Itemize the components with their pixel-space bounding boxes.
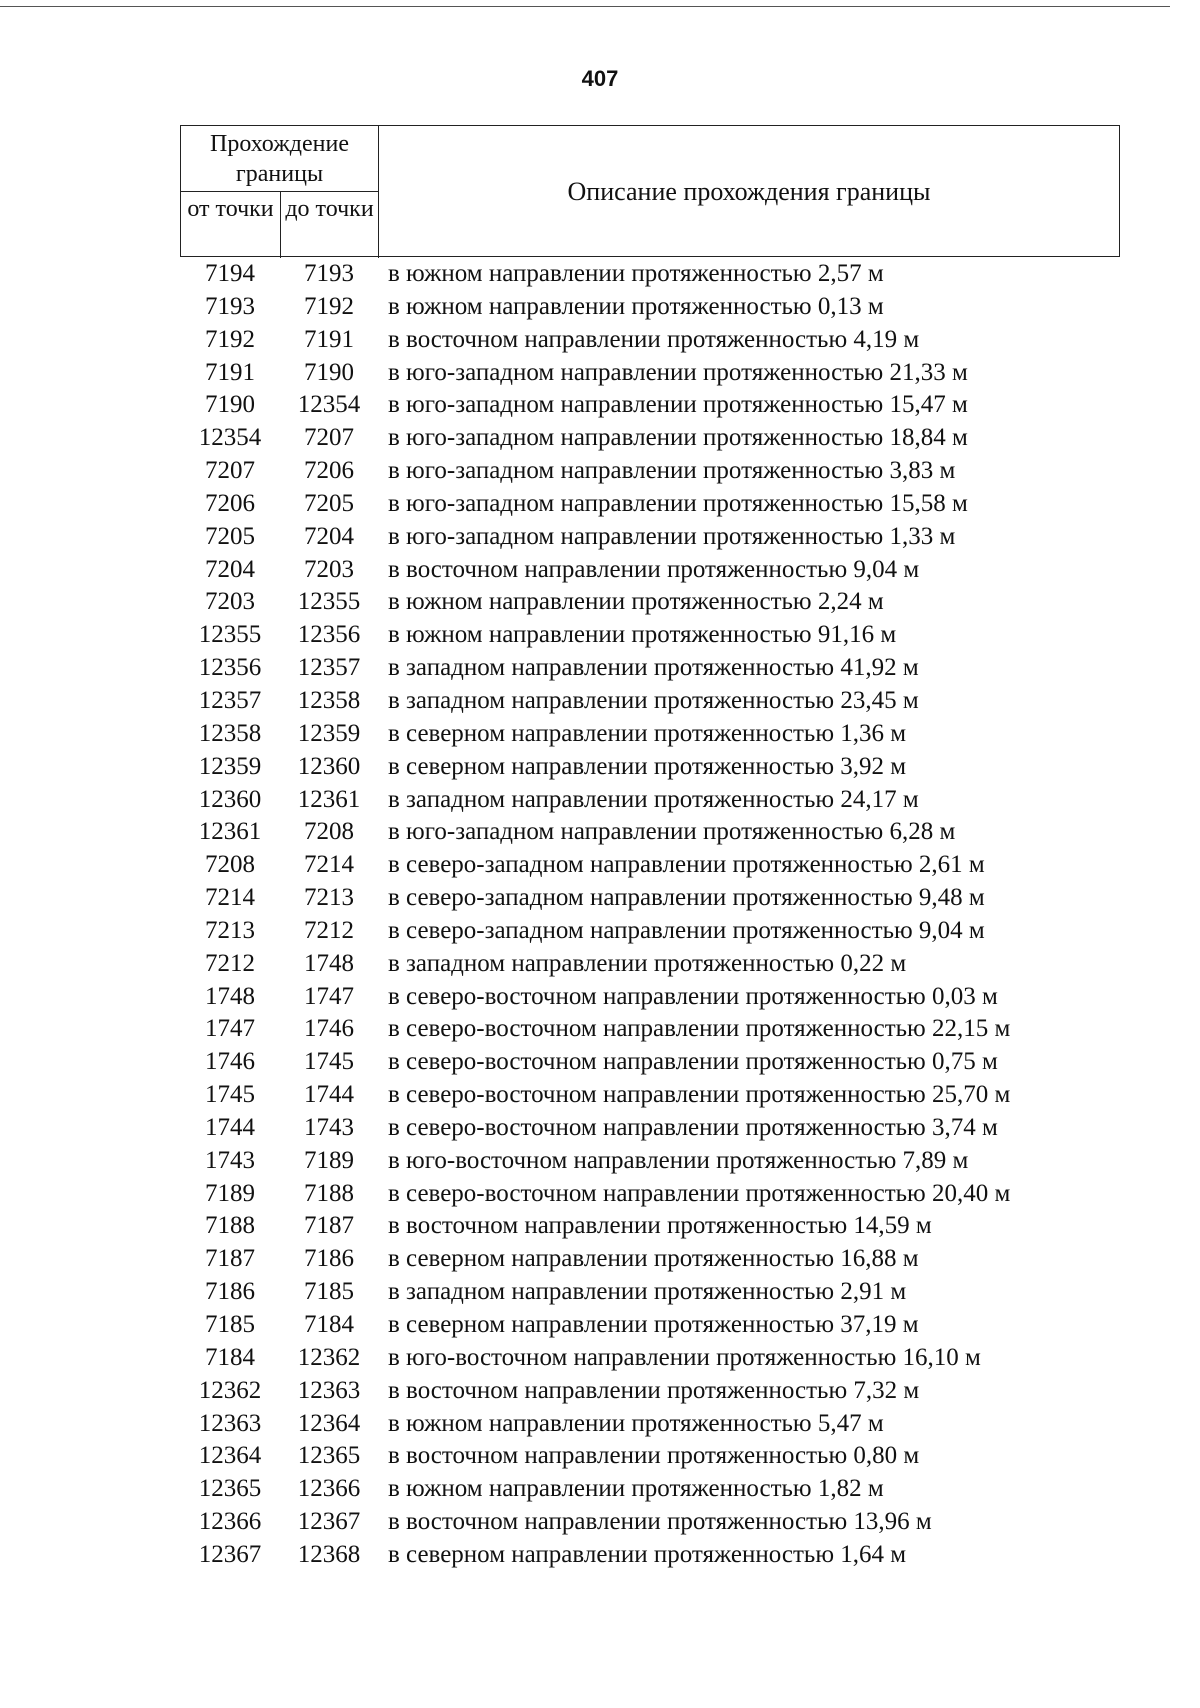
description-cell: в южном направлении протяженностью 91,16 м: [388, 621, 897, 649]
table-row: [180, 1112, 1120, 1145]
to-point-cell: 7189: [304, 1146, 354, 1174]
from-point-cell: 7187: [205, 1245, 255, 1273]
page-number: 407: [581, 66, 619, 91]
from-point-cell: 7203: [205, 588, 255, 616]
table-row: [180, 1243, 1120, 1276]
from-point-cell: 1743: [205, 1146, 255, 1174]
from-point-cell: 12358: [198, 719, 262, 747]
from-point-cell: 12355: [198, 621, 262, 649]
description-cell: в юго-восточном направлении протяженностью 7,89 м: [388, 1146, 969, 1174]
table-row: [180, 784, 1120, 817]
to-point-cell: 7186: [304, 1245, 354, 1273]
from-point-cell: 12356: [198, 654, 262, 682]
description-cell: в восточном направлении протяженностью 13,96 м: [388, 1508, 932, 1536]
table-row: [180, 258, 1120, 291]
from-point-cell: 7188: [205, 1212, 255, 1240]
from-point-cell: 1748: [205, 982, 255, 1010]
to-point-cell: 1744: [304, 1081, 354, 1109]
table-row: [180, 1079, 1120, 1112]
from-point-cell: 1745: [205, 1081, 255, 1109]
to-point-cell: 7203: [304, 555, 354, 583]
table-row: [180, 915, 1120, 948]
description-cell: в юго-западном направлении протяженностью 3,83 м: [388, 457, 956, 485]
description-cell: в северном направлении протяженностью 1,64 м: [388, 1540, 907, 1568]
header-description: Описание прохождения границы: [567, 177, 931, 206]
to-point-cell: 12358: [297, 686, 361, 714]
description-cell: в западном направлении протяженностью 24,17 м: [388, 785, 919, 813]
table-row: [180, 455, 1120, 488]
boundary-table-body: [180, 258, 1120, 1572]
to-point-cell: 12364: [297, 1409, 361, 1437]
table-row: [180, 1013, 1120, 1046]
scan-edge-line: [0, 6, 1170, 7]
table-row: [180, 422, 1120, 455]
from-point-cell: 1747: [205, 1015, 255, 1043]
from-point-cell: 12360: [198, 785, 262, 813]
to-point-cell: 7212: [304, 916, 354, 944]
to-point-cell: 1746: [304, 1015, 354, 1043]
table-row: [180, 1440, 1120, 1473]
table-row: [180, 948, 1120, 981]
to-point-cell: 12365: [297, 1442, 361, 1470]
to-point-cell: 7208: [304, 818, 354, 846]
from-point-cell: 12354: [198, 424, 262, 452]
description-cell: в юго-восточном направлении протяженностью 16,10 м: [388, 1343, 981, 1371]
table-row: [180, 1408, 1120, 1441]
to-point-cell: 7204: [304, 522, 354, 550]
to-point-cell: 12359: [297, 719, 361, 747]
table-header: [180, 125, 1120, 257]
table-row: [180, 685, 1120, 718]
from-point-cell: 7206: [205, 489, 255, 517]
table-row: [180, 1046, 1120, 1079]
description-cell: в южном направлении протяженностью 2,24 м: [388, 588, 884, 616]
description-cell: в северо-восточном направлении протяженностью 0,03 м: [388, 982, 998, 1010]
description-cell: в северном направлении протяженностью 3,92 м: [388, 752, 907, 780]
description-cell: в западном направлении протяженностью 41,92 м: [388, 654, 919, 682]
description-cell: в северо-восточном направлении протяженностью 3,74 м: [388, 1113, 998, 1141]
from-point-cell: 7207: [205, 457, 255, 485]
table-row: [180, 849, 1120, 882]
from-point-cell: 1744: [205, 1113, 255, 1141]
to-point-cell: 12367: [297, 1508, 361, 1536]
to-point-cell: 7214: [304, 851, 354, 879]
from-point-cell: 12367: [198, 1540, 262, 1568]
description-cell: в южном направлении протяженностью 0,13 м: [388, 292, 884, 320]
table-row: [180, 291, 1120, 324]
from-point-cell: 7193: [205, 292, 255, 320]
description-cell: в восточном направлении протяженностью 0,80 м: [388, 1442, 920, 1470]
to-point-cell: 12362: [297, 1343, 361, 1371]
from-point-cell: 7214: [205, 884, 255, 912]
from-point-cell: 7189: [205, 1179, 255, 1207]
table-row: [180, 751, 1120, 784]
from-point-cell: 7192: [205, 325, 255, 353]
to-point-cell: 7205: [304, 489, 354, 517]
description-cell: в северо-восточном направлении протяженностью 25,70 м: [388, 1081, 1011, 1109]
from-point-cell: 7194: [205, 260, 255, 287]
table-row: [180, 488, 1120, 521]
description-cell: в северном направлении протяженностью 16,88 м: [388, 1245, 919, 1273]
description-cell: в северо-восточном направлении протяженностью 22,15 м: [388, 1015, 1011, 1043]
table-row: [180, 1276, 1120, 1309]
description-cell: в северо-западном направлении протяженностью 9,48 м: [388, 884, 985, 912]
description-cell: в юго-западном направлении протяженностью 18,84 м: [388, 424, 968, 452]
description-cell: в западном направлении протяженностью 0,22 м: [388, 949, 907, 977]
from-point-cell: 12359: [198, 752, 262, 780]
from-point-cell: 12363: [198, 1409, 262, 1437]
description-cell: в северном направлении протяженностью 1,36 м: [388, 719, 907, 747]
from-point-cell: 12364: [198, 1442, 262, 1470]
to-point-cell: 7191: [304, 325, 354, 353]
from-point-cell: 7184: [205, 1343, 255, 1371]
description-cell: в северо-западном направлении протяженностью 2,61 м: [388, 851, 985, 879]
from-point-cell: 12366: [198, 1508, 262, 1536]
from-point-cell: 1746: [205, 1048, 255, 1076]
table-row: [180, 357, 1120, 390]
description-cell: в восточном направлении протяженностью 7,32 м: [388, 1376, 920, 1404]
table-row: [180, 718, 1120, 751]
table-row: [180, 586, 1120, 619]
header-from-point: от точки: [181, 192, 281, 258]
from-point-cell: 7205: [205, 522, 255, 550]
to-point-cell: 7185: [304, 1278, 354, 1306]
to-point-cell: 1748: [304, 949, 354, 977]
description-cell: в западном направлении протяженностью 2,91 м: [388, 1278, 907, 1306]
to-point-cell: 7184: [304, 1311, 354, 1338]
table-row: [180, 1342, 1120, 1375]
to-point-cell: 12356: [297, 621, 361, 649]
description-cell: в северо-восточном направлении протяженностью 20,40 м: [388, 1179, 1011, 1207]
table-row: [180, 1210, 1120, 1243]
to-point-cell: 1743: [304, 1113, 354, 1141]
table-row: [180, 521, 1120, 554]
to-point-cell: 12355: [297, 588, 361, 616]
description-cell: в юго-западном направлении протяженностью 15,47 м: [388, 391, 968, 419]
to-point-cell: 7187: [304, 1212, 354, 1240]
to-point-cell: 12366: [297, 1475, 361, 1503]
description-cell: в восточном направлении протяженностью 9,04 м: [388, 555, 920, 583]
from-point-cell: 12365: [198, 1475, 262, 1503]
table-row: [180, 619, 1120, 652]
to-point-cell: 12368: [297, 1540, 361, 1568]
from-point-cell: 7204: [205, 555, 255, 583]
table-row: [180, 1539, 1120, 1572]
table-row: [180, 1309, 1120, 1342]
table-row: [180, 1473, 1120, 1506]
to-point-cell: 12361: [297, 785, 361, 813]
to-point-cell: 7213: [304, 884, 354, 912]
description-cell: в северо-восточном направлении протяженностью 0,75 м: [388, 1048, 998, 1076]
description-cell: в юго-западном направлении протяженностью 21,33 м: [388, 358, 968, 386]
to-point-cell: 7192: [304, 292, 354, 320]
table-row: [180, 1145, 1120, 1178]
to-point-cell: 12363: [297, 1376, 361, 1404]
from-point-cell: 12361: [198, 818, 262, 846]
description-cell: в юго-западном направлении протяженностью 1,33 м: [388, 522, 956, 550]
description-cell: в южном направлении протяженностью 1,82 м: [388, 1475, 884, 1503]
header-to-point: до точки: [281, 192, 379, 258]
to-point-cell: 1747: [304, 982, 354, 1010]
description-cell: в южном направлении протяженностью 2,57 м: [388, 260, 884, 287]
to-point-cell: 1745: [304, 1048, 354, 1076]
from-point-cell: 7191: [205, 358, 255, 386]
table-row: [180, 389, 1120, 422]
to-point-cell: 7207: [304, 424, 354, 452]
description-cell: в северо-западном направлении протяженностью 9,04 м: [388, 916, 985, 944]
table-row: [180, 882, 1120, 915]
table-row: [180, 652, 1120, 685]
to-point-cell: 7193: [304, 260, 354, 287]
description-cell: в южном направлении протяженностью 5,47 м: [388, 1409, 884, 1437]
to-point-cell: 7190: [304, 358, 354, 386]
from-point-cell: 7212: [205, 949, 255, 977]
to-point-cell: 12360: [297, 752, 361, 780]
description-cell: в юго-западном направлении протяженностью 6,28 м: [388, 818, 956, 846]
from-point-cell: 12357: [198, 686, 262, 714]
table-row: [180, 1375, 1120, 1408]
description-cell: в северном направлении протяженностью 37,19 м: [388, 1311, 919, 1338]
table-row: [180, 324, 1120, 357]
from-point-cell: 12362: [198, 1376, 262, 1404]
description-cell: в западном направлении протяженностью 23,45 м: [388, 686, 919, 714]
from-point-cell: 7185: [205, 1311, 255, 1338]
from-point-cell: 7190: [205, 391, 255, 419]
table-row: [180, 816, 1120, 849]
from-point-cell: 7186: [205, 1278, 255, 1306]
description-cell: в юго-западном направлении протяженностью 15,58 м: [388, 489, 968, 517]
to-point-cell: 7206: [304, 457, 354, 485]
to-point-cell: 12354: [297, 391, 361, 419]
to-point-cell: 7188: [304, 1179, 354, 1207]
description-cell: в восточном направлении протяженностью 14,59 м: [388, 1212, 932, 1240]
from-point-cell: 7213: [205, 916, 255, 944]
to-point-cell: 12357: [297, 654, 361, 682]
description-cell: в восточном направлении протяженностью 4,19 м: [388, 325, 920, 353]
table-row: [180, 1506, 1120, 1539]
table-row: [180, 981, 1120, 1014]
header-boundary-passage: Прохождение границы: [181, 126, 379, 192]
table-row: [180, 1178, 1120, 1211]
from-point-cell: 7208: [205, 851, 255, 879]
table-row: [180, 554, 1120, 587]
